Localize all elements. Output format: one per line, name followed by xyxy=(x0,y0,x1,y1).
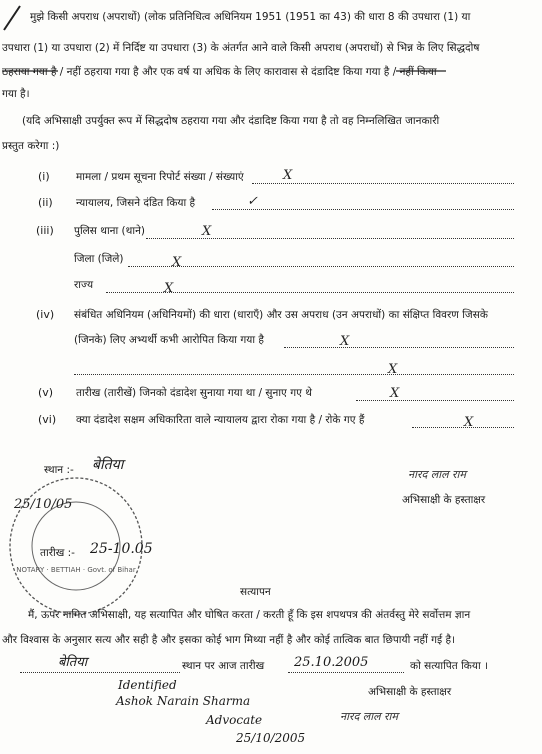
cross-mark: X xyxy=(172,255,182,270)
item-i-number: (i) xyxy=(38,170,50,183)
cross-mark: X xyxy=(464,415,474,430)
place-label: स्थान :- xyxy=(44,464,74,476)
item-iii-number: (iii) xyxy=(36,224,54,237)
cross-mark: X xyxy=(164,281,174,296)
intro-line-2: उपधारा (1) या उपधारा (2) में निर्दिष्ट या उपधारा (3) के अंतर्गत आने वाले किसी अपराध (अपराधों) से भिन्न के लिए सिद्धदोष xyxy=(2,42,480,54)
stamp-signature: 25/10/05 xyxy=(14,497,73,512)
cross-mark: X xyxy=(283,168,293,183)
verification-heading: सत्यापन xyxy=(240,586,271,598)
intro-line-4: गया है। xyxy=(2,88,30,100)
identified-line-2: Ashok Narain Sharma xyxy=(116,694,251,708)
item-vi-text: क्या दंडादेश सक्षम अधिकारिता वाले न्यायालय द्वारा रोका गया है / रोके गए हैं xyxy=(76,414,365,426)
verification-place-value: बेतिया xyxy=(58,655,88,670)
item-iv-blank-2 xyxy=(74,374,514,375)
cross-mark: X xyxy=(390,386,400,401)
verification-line-1: मैं, ऊपर नामित अभिसाक्षी, यह सत्यापित और घोषित करता / करती हूँ कि इस शपथपत्र की अंतर्वस्तु मेरे सर्वोत्तम ज्ञान xyxy=(28,609,471,621)
district-label: जिला (जिले) xyxy=(74,253,124,265)
place-value: बेतिया xyxy=(92,457,124,473)
item-iii-text: पुलिस थाना (थाने) xyxy=(74,225,146,237)
item-iv-line-1: संबंधित अधिनियम (अधिनियमों) की धारा (धाराएँ) और उस अपराध (उन अपराधों) का संक्षिप्त विवरण जिसके xyxy=(74,309,488,321)
item-v-text: तारीख (तारीखें) जिनको दंडादेश सुनाया गया था / सुनाए गए थे xyxy=(76,387,312,399)
verification-date-value: 25.10.2005 xyxy=(294,655,369,670)
item-i-text: मामला / प्रथम सूचना रिपोर्ट संख्या / संख्याएं xyxy=(76,171,244,183)
tick-mark: ✓ xyxy=(247,194,258,209)
district-blank xyxy=(128,266,514,267)
item-iv-line-2: (जिनके) लिए अभ्यर्थी कभी आरोपित किया गया है xyxy=(74,334,264,346)
cross-mark: X xyxy=(340,334,350,349)
item-v-blank xyxy=(356,400,514,401)
item-iv-blank-1 xyxy=(284,347,514,348)
para2-line-2: प्रस्तुत करेगा :) xyxy=(2,140,60,152)
item-ii-blank xyxy=(212,209,514,210)
verification-line-3-mid: स्थान पर आज तारीख xyxy=(182,660,265,672)
identified-line-3: Advocate xyxy=(206,713,263,727)
intro-line-3: ठहराया गया है / नहीं ठहराया गया है और एक वर्ष या अधिक के लिए कारावास से दंडादिष्ट किया गया है / नहीं किया xyxy=(2,66,437,78)
item-vi-blank xyxy=(412,427,514,428)
date-value: 25-10.05 xyxy=(90,541,153,557)
verification-line-3-end: को सत्यापित किया । xyxy=(410,660,488,672)
item-v-number: (v) xyxy=(38,386,54,399)
verification-signature: नारद लाल राम xyxy=(340,710,398,723)
verification-signature-label: अभिसाक्षी के हस्ताक्षर xyxy=(368,686,452,698)
verification-place-blank xyxy=(20,672,180,673)
item-ii-number: (ii) xyxy=(38,196,53,209)
cross-mark: X xyxy=(388,362,398,377)
identified-line-4: 25/10/2005 xyxy=(236,731,306,745)
stamp-text: NOTARY · BETTIAH · Govt. of Bihar xyxy=(16,566,136,574)
verification-line-2: और विश्वास के अनुसार सत्य और सही है और इसका कोई भाग मिथ्या नहीं है और कोई तात्विक बात छिपायी नहीं गई है। xyxy=(2,634,456,646)
item-vi-number: (vi) xyxy=(38,413,57,426)
intro-line-1: मुझे किसी अपराध (अपराधों) (लोक प्रतिनिधित्व अधिनियम 1951 (1951 का 43) की धारा 8 की उपधारा (1) या xyxy=(30,11,471,23)
identified-line-1: Identified xyxy=(118,678,177,692)
verification-date-blank xyxy=(288,672,404,673)
item-ii-text: न्यायालय, जिसने दंडित किया है xyxy=(76,197,196,209)
state-label: राज्य xyxy=(74,279,94,291)
slash-mark xyxy=(4,6,20,30)
item-i-blank xyxy=(252,183,514,184)
date-label: तारीख :- xyxy=(40,547,75,559)
item-iv-number: (iv) xyxy=(36,308,55,321)
deponent-signature: नारद लाल राम xyxy=(408,468,466,481)
para2-line-1: (यदि अभिसाक्षी उपर्युक्त रूप में सिद्धदोष ठहराया गया और दंडादिष्ट किया गया है तो वह निम्नलिखित जानकारी xyxy=(22,115,440,127)
signature-label: अभिसाक्षी के हस्ताक्षर xyxy=(402,494,486,506)
cross-mark: X xyxy=(202,224,212,239)
